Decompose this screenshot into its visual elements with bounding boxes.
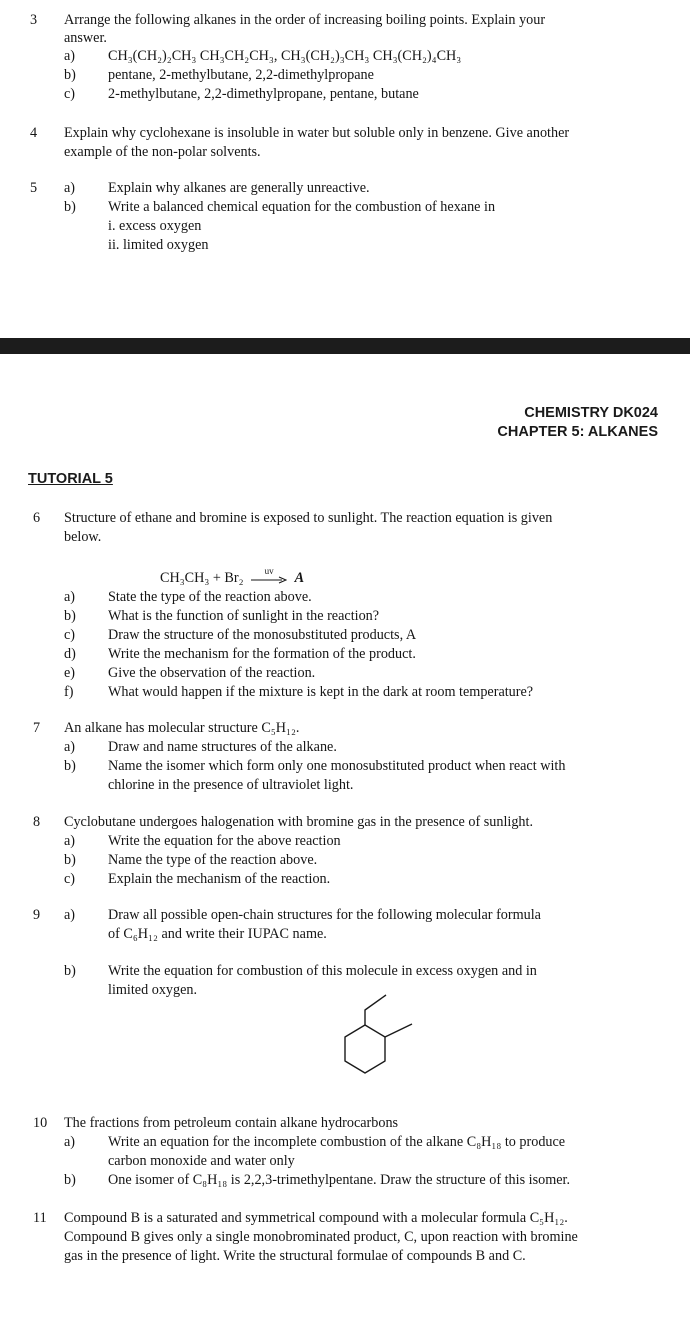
q6f-text: What would happen if the mixture is kept in the dark at room temperature? xyxy=(108,684,534,700)
q8b-label: b) xyxy=(64,852,76,868)
q9a-text-cont: of C₆H₁₂ and write their IUPAC name. xyxy=(108,926,327,942)
q6-stem-cont: below. xyxy=(64,529,102,545)
q6-stem: Structure of ethane and bromine is exposed to sunlight. The reaction equation is given xyxy=(64,510,553,526)
q9a-label: a) xyxy=(64,907,76,923)
arrow-condition: uv xyxy=(264,565,274,576)
ethyl-chain xyxy=(365,995,386,1025)
q3-stem-cont: answer. xyxy=(64,30,107,46)
q9b-text: Write the equation for combustion of this molecule in excess oxygen and in xyxy=(108,963,537,979)
q8-stem: Cyclobutane undergoes halogenation with bromine gas in the presence of sunlight. xyxy=(64,814,533,830)
chapter-title: CHAPTER 5: ALKANES xyxy=(497,424,658,440)
equation-reactants: CH₃CH₃ + Br₂ xyxy=(160,570,244,586)
q9a-text: Draw all possible open-chain structures for the following molecular formula xyxy=(108,907,541,923)
q3a-label: a) xyxy=(64,48,76,64)
q8b-text: Name the type of the reaction above. xyxy=(108,852,318,868)
q3b-text: pentane, 2-methylbutane, 2,2-dimethylpropane xyxy=(108,67,374,83)
q11-number: 11 xyxy=(33,1210,47,1226)
q6-equation xyxy=(160,565,305,587)
q10b-text: One isomer of C₈H₁₈ is 2,2,3-trimethylpentane. Draw the structure of this isomer. xyxy=(108,1172,571,1188)
q9b-label: b) xyxy=(64,963,76,979)
q8c-text: Explain the mechanism of the reaction. xyxy=(108,871,331,887)
reaction-arrow-icon xyxy=(251,565,287,586)
q7a-label: a) xyxy=(64,739,76,755)
q10-number: 10 xyxy=(33,1115,48,1131)
q4-text: Explain why cyclohexane is insoluble in water but soluble only in benzene. Give another xyxy=(64,125,570,141)
q10b-label: b) xyxy=(64,1172,76,1188)
q6b-text: What is the function of sunlight in the reaction? xyxy=(108,608,380,624)
q10a-label: a) xyxy=(64,1134,76,1150)
course-title: CHEMISTRY DK024 xyxy=(524,405,658,421)
ethylcyclohexane-structure xyxy=(330,990,430,1094)
q8-number: 8 xyxy=(33,814,41,830)
q5b-i: i. excess oxygen xyxy=(108,218,202,234)
q7a-text: Draw and name structures of the alkane. xyxy=(108,739,337,755)
q8a-text: Write the equation for the above reaction xyxy=(108,833,341,849)
q7b-label: b) xyxy=(64,758,76,774)
q7b-text: Name the isomer which form only one monosubstituted product when react with xyxy=(108,758,566,774)
q8a-label: a) xyxy=(64,833,76,849)
q5b-text: Write a balanced chemical equation for the combustion of hexane in xyxy=(108,199,496,215)
q4-number: 4 xyxy=(30,125,38,141)
q11-text-cont2: gas in the presence of light. Write the structural formulae of compounds B and C. xyxy=(64,1248,526,1264)
q6c-text: Draw the structure of the monosubstituted products, A xyxy=(108,627,417,643)
tutorial-title: TUTORIAL 5 xyxy=(28,471,113,487)
q5b-ii: ii. limited oxygen xyxy=(108,237,209,253)
q8c-label: c) xyxy=(64,871,76,887)
q5a-label: a) xyxy=(64,180,76,196)
q11-text: Compound B is a saturated and symmetrical compound with a molecular formula C₅H₁₂. xyxy=(64,1210,568,1226)
q7b-text-cont: chlorine in the presence of ultraviolet light. xyxy=(108,777,354,793)
q7-stem: An alkane has molecular structure C₅H₁₂. xyxy=(64,720,300,736)
q6f-label: f) xyxy=(64,684,74,700)
q6b-label: b) xyxy=(64,608,76,624)
q10-stem: The fractions from petroleum contain alkane hydrocarbons xyxy=(64,1115,399,1131)
q9b-text-cont: limited oxygen. xyxy=(108,982,198,998)
q6a-label: a) xyxy=(64,589,76,605)
q5a-text: Explain why alkanes are generally unreactive. xyxy=(108,180,370,196)
q3b-label: b) xyxy=(64,67,76,83)
q5b-label: b) xyxy=(64,199,76,215)
q3a-text: CH₃(CH₂)₂CH₃ CH₃CH₂CH₃, CH₃(CH₂)₃CH₃ CH₃(CH₂)₄CH₃ xyxy=(108,48,462,64)
q3-number: 3 xyxy=(30,12,38,28)
q4-text-cont: example of the non-polar solvents. xyxy=(64,144,261,160)
q3c-label: c) xyxy=(64,86,76,102)
page-separator xyxy=(0,338,690,354)
q6e-text: Give the observation of the reaction. xyxy=(108,665,316,681)
q10a-text: Write an equation for the incomplete combustion of the alkane C₈H₁₈ to produce xyxy=(108,1134,566,1150)
equation-product: A xyxy=(294,570,305,586)
q6d-label: d) xyxy=(64,646,76,662)
q6e-label: e) xyxy=(64,665,76,681)
q9-number: 9 xyxy=(33,907,41,923)
methyl-substituent xyxy=(385,1024,412,1037)
q3c-text: 2-methylbutane, 2,2-dimethylpropane, pentane, butane xyxy=(108,86,419,102)
q5-number: 5 xyxy=(30,180,38,196)
q6c-label: c) xyxy=(64,627,76,643)
q6d-text: Write the mechanism for the formation of the product. xyxy=(108,646,416,662)
q3-stem: Arrange the following alkanes in the order of increasing boiling points. Explain your xyxy=(64,12,546,28)
q6a-text: State the type of the reaction above. xyxy=(108,589,312,605)
q11-text-cont1: Compound B gives only a single monobrominated product, C, upon reaction with bromine xyxy=(64,1229,578,1245)
q6-number: 6 xyxy=(33,510,41,526)
q10a-text-cont: carbon monoxide and water only xyxy=(108,1153,295,1169)
q7-number: 7 xyxy=(33,720,41,736)
cyclohexane-ring xyxy=(345,1025,385,1073)
